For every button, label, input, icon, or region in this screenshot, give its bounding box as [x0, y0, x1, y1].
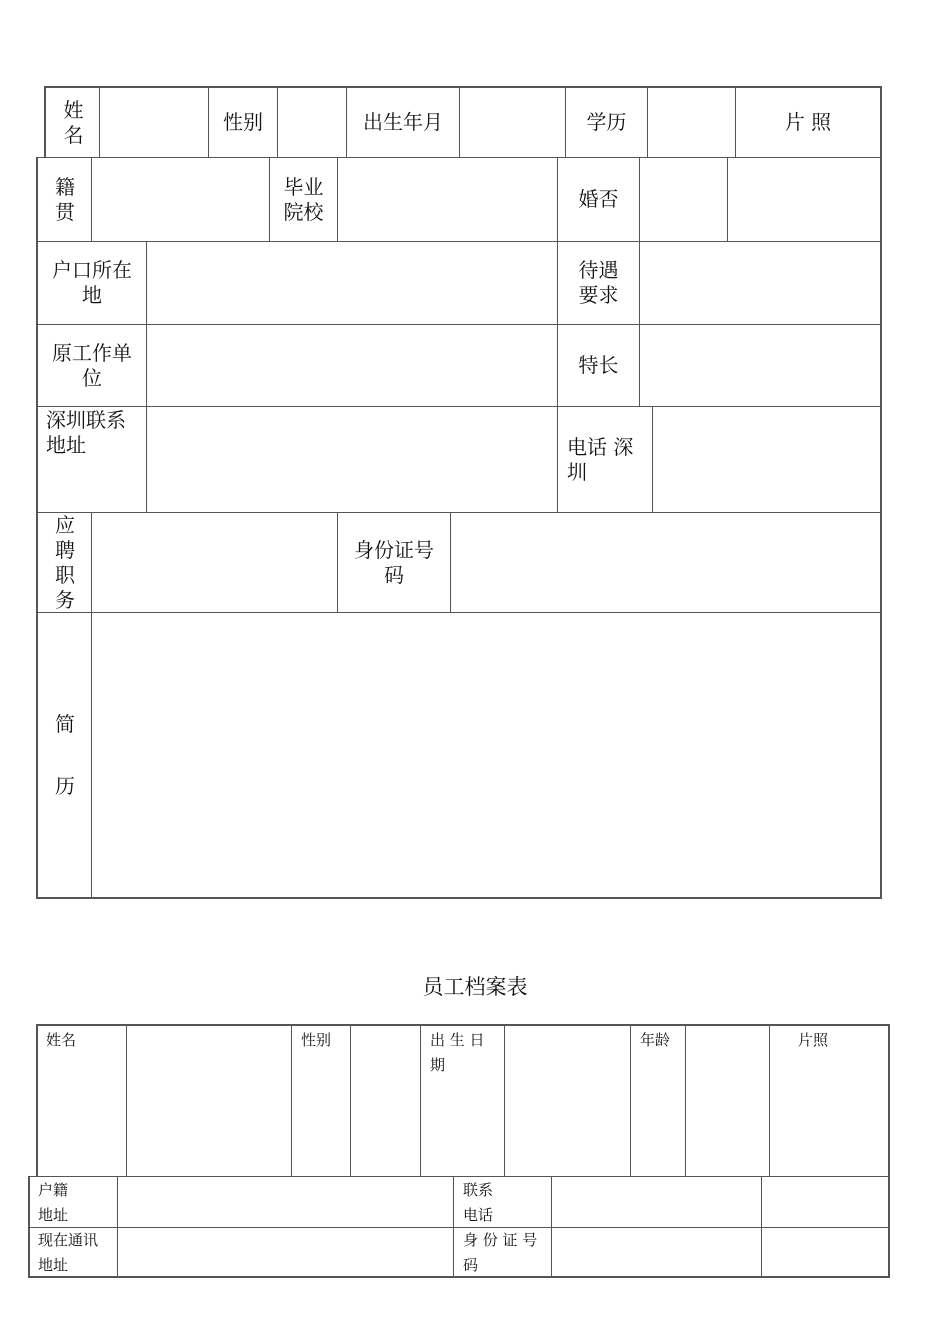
label-hukou-address: 户籍 地址	[38, 1181, 69, 1224]
label-hukou-location: 户口所在 地	[52, 258, 132, 307]
label-salary-requirement: 待遇 要求	[578, 258, 619, 307]
label-id-number: 身 份 证 号 码	[463, 1231, 538, 1274]
field-graduated-school[interactable]	[338, 158, 557, 241]
field-hukou-address[interactable]	[118, 1177, 453, 1227]
field-photo[interactable]	[728, 158, 880, 241]
col-divider	[630, 1024, 631, 1177]
table-border	[880, 86, 882, 899]
label-shenzhen-phone: 电话 深 圳	[567, 435, 634, 484]
label-contact-phone: 联系 电话	[463, 1181, 494, 1224]
label-photo: 片 照	[784, 110, 832, 134]
label-resume-char1: 简	[55, 712, 75, 736]
col-divider	[346, 86, 347, 158]
table-border	[36, 897, 882, 899]
field-education[interactable]	[648, 87, 735, 157]
col-divider	[565, 86, 566, 158]
table-border	[888, 1024, 890, 1278]
label-current-address: 现在通讯 地址	[38, 1231, 99, 1274]
label-graduated-school: 毕业 院校	[283, 175, 324, 224]
field-shenzhen-address[interactable]	[147, 407, 557, 512]
field-gender[interactable]	[278, 87, 346, 157]
label-shenzhen-address: 深圳联系 地址	[46, 408, 126, 457]
label-native-place: 籍 贯	[55, 175, 75, 224]
field-specialty[interactable]	[640, 325, 880, 406]
label-resume-char2: 历	[55, 774, 75, 798]
col-divider	[337, 512, 338, 613]
label-former-employer: 原工作单 位	[52, 341, 132, 390]
field-name[interactable]	[100, 87, 208, 157]
field-contact-phone[interactable]	[552, 1177, 761, 1227]
field-applied-position[interactable]	[92, 513, 337, 612]
label-gender: 性别	[301, 1031, 332, 1049]
col-divider	[557, 157, 558, 242]
field-birth-date[interactable]	[505, 1025, 630, 1176]
label-specialty: 特长	[578, 353, 619, 377]
field-marital-status[interactable]	[640, 158, 727, 241]
col-divider	[769, 1024, 770, 1177]
table-border	[36, 157, 38, 899]
label-photo: 片照	[797, 1031, 828, 1049]
label-name: 姓名	[46, 1031, 77, 1049]
label-name: 姓 名	[63, 98, 84, 147]
col-divider	[735, 86, 736, 158]
label-applied-position: 应 聘 职 务	[55, 513, 75, 612]
field-birth-month[interactable]	[460, 87, 565, 157]
field-id-number[interactable]	[552, 1228, 761, 1276]
field-current-address[interactable]	[118, 1228, 453, 1276]
page-title: 员工档案表	[422, 975, 528, 999]
label-age: 年龄	[640, 1031, 671, 1049]
label-gender: 性别	[223, 110, 263, 134]
col-divider	[453, 1176, 454, 1277]
field-former-employer[interactable]	[147, 325, 557, 406]
col-divider	[269, 157, 270, 242]
field-hukou-location[interactable]	[147, 242, 557, 324]
field-gender[interactable]	[351, 1025, 420, 1176]
field-shenzhen-phone[interactable]	[653, 407, 880, 512]
field-id-number[interactable]	[451, 513, 880, 612]
label-birth-month: 出生年月	[363, 110, 443, 134]
table-border	[36, 1024, 38, 1177]
field-native-place[interactable]	[92, 158, 269, 241]
col-divider	[420, 1024, 421, 1177]
table-border	[44, 86, 46, 158]
field-age[interactable]	[686, 1025, 769, 1176]
col-divider	[291, 1024, 292, 1177]
label-birth-date: 出 生 日 期	[430, 1031, 485, 1074]
field-salary-requirement[interactable]	[640, 242, 880, 324]
col-divider	[208, 86, 209, 158]
label-marital-status: 婚否	[578, 187, 619, 211]
field-resume[interactable]	[92, 613, 880, 897]
label-id-number: 身份证号 码	[354, 538, 434, 587]
label-education: 学历	[586, 110, 627, 134]
field-name[interactable]	[127, 1025, 291, 1176]
field-photo[interactable]	[762, 1177, 888, 1276]
col-divider	[557, 241, 558, 513]
